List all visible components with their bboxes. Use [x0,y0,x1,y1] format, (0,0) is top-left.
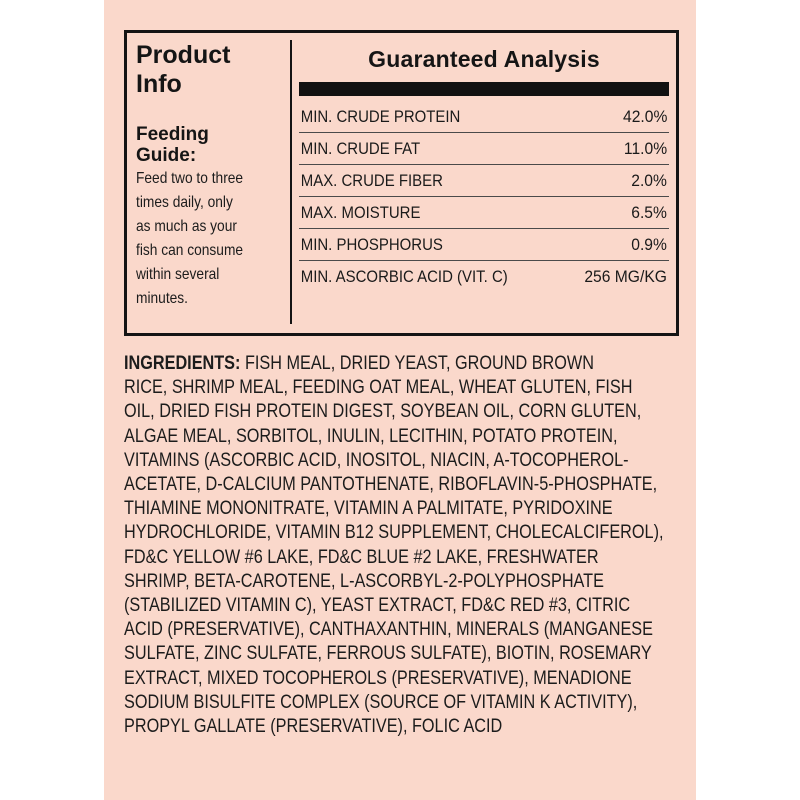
feeding-guide-text [136,167,280,311]
analysis-name: MIN. ASCORBIC ACID (VIT. C) [300,267,508,286]
ingredients-line: ACID (PRESERVATIVE), CANTHAXANTHIN, MINERALS (MANGANESE [124,619,653,641]
feeding-guide-line: Feed two to three [136,170,244,187]
analysis-value: 256 MG/KG [584,267,668,286]
ingredients-line: ALGAE MEAL, SORBITOL, INULIN, LECITHIN, POTATO PROTEIN, [124,425,618,447]
ingredients-line: RICE, SHRIMP MEAL, FEEDING OAT MEAL, WHEAT GLUTEN, FISH [124,377,633,399]
ingredients-label: INGREDIENTS: [124,353,241,374]
analysis-row [299,133,669,165]
product-info-title-line: Product [136,41,231,69]
analysis-row [299,229,669,261]
feeding-guide-line: minutes. [136,290,189,307]
guaranteed-analysis-title: Guaranteed Analysis [368,46,600,72]
ingredients-block [124,352,664,739]
analysis-value: 2.0% [631,170,668,190]
feeding-guide-heading-line: Feeding [136,124,209,145]
analysis-name: MIN. PHOSPHORUS [300,234,443,254]
analysis-value: 0.9% [631,234,668,254]
ingredients-line: THIAMINE MONONITRATE, VITAMIN A PALMITATE, PYRIDOXINE [124,498,613,520]
feeding-guide-heading-line: Guide: [136,145,197,166]
analysis-row [299,165,669,197]
product-label [104,0,696,800]
feeding-guide-line: within several [136,266,220,283]
feeding-guide-heading [136,124,281,166]
analysis-row [299,101,669,133]
ingredients-line: FD&C YELLOW #6 LAKE, FD&C BLUE #2 LAKE, FRESHWATER [124,546,599,568]
analysis-value: 42.0% [622,106,668,126]
analysis-name: MAX. MOISTURE [300,202,421,222]
product-info-box [124,30,679,336]
ingredients-line: (STABILIZED VITAMIN C), YEAST EXTRACT, FD&C RED #3, CITRIC [124,595,631,617]
guaranteed-analysis-table [299,101,669,293]
analysis-name: MIN. CRUDE PROTEIN [300,106,461,126]
product-info-column [136,41,281,311]
analysis-value: 11.0% [623,138,668,158]
analysis-row [299,197,669,229]
feeding-guide-line: as much as your [136,218,237,235]
guaranteed-analysis-section [299,33,669,293]
ingredients-line: SODIUM BISULFITE COMPLEX (SOURCE OF VITAMIN K ACTIVITY), [124,691,638,713]
ingredients-line: SULFATE, ZINC SULFATE, FERROUS SULFATE), BIOTIN, ROSEMARY [124,643,652,665]
analysis-name: MAX. CRUDE FIBER [300,170,443,190]
product-info-title-line: Info [136,70,182,98]
analysis-name: MIN. CRUDE FAT [300,138,421,158]
ingredients-line: OIL, DRIED FISH PROTEIN DIGEST, SOYBEAN OIL, CORN GLUTEN, [124,401,642,423]
ingredients-line [124,352,654,376]
ingredients-line: HYDROCHLORIDE, VITAMIN B12 SUPPLEMENT, CHOLECALCIFEROL), [124,522,664,544]
column-divider [290,40,292,324]
ingredients-line: ACETATE, D-CALCIUM PANTOTHENATE, RIBOFLAVIN-5-PHOSPHATE, [124,474,658,496]
ingredients-text: FISH MEAL, DRIED YEAST, GROUND BROWN [240,353,594,374]
analysis-row [299,261,669,293]
product-info-title [136,41,281,99]
ingredients-line: VITAMINS (ASCORBIC ACID, INOSITOL, NIACIN, A-TOCOPHEROL- [124,449,629,471]
guaranteed-analysis-bar [299,82,669,96]
analysis-value: 6.5% [631,202,668,222]
ingredients-line: PROPYL GALLATE (PRESERVATIVE), FOLIC ACID [124,716,503,738]
ingredients-line: EXTRACT, MIXED TOCOPHEROLS (PRESERVATIVE), MENADIONE [124,667,632,689]
feeding-guide-line: times daily, only [136,194,233,211]
feeding-guide-line: fish can consume [136,242,244,259]
ingredients-line: SHRIMP, BETA-CAROTENE, L-ASCORBYL-2-POLYPHOSPHATE [124,570,604,592]
